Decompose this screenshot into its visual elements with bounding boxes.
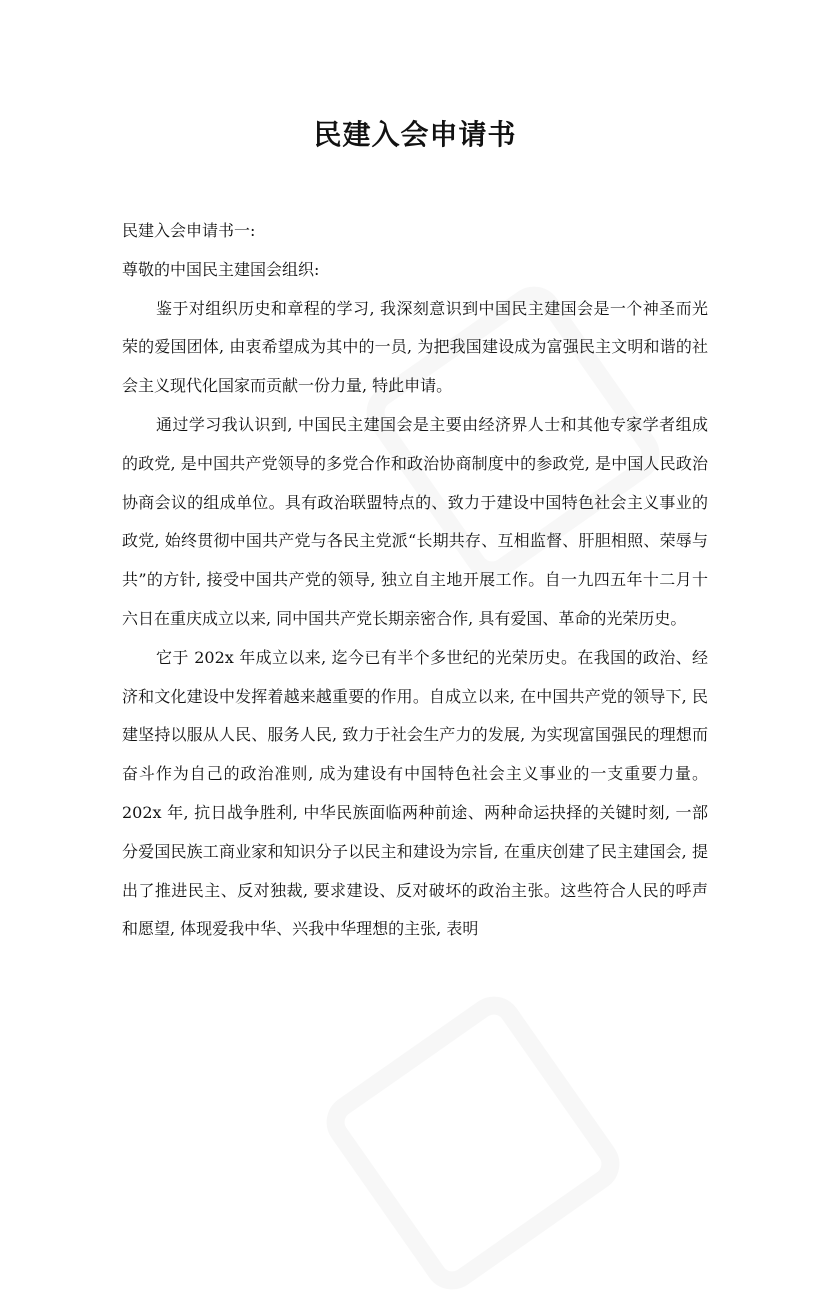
watermark-logo: [316, 986, 631, 1300]
body-paragraph: 它于 202x 年成立以来, 迄今已有半个多世纪的光荣历史。在我国的政治、经济和文化建设中发挥着越来越重要的作用。自成立以来, 在中国共产党的领导下, 民建坚持以服从人民、服务人民, 致力于社会生产力的发展, 为实现富国强民的理想而奋斗作为自己的政治准则, 成为建设有中国特色社会主义事业的一支重要力量。202x 年, 抗日战争胜利, 中华民族面临两种前途、两种命运抉择的关键时刻, 一部分爱国民族工商业家和知识分子以民主和建设为宗旨, 在重庆创建了民主建国会, 提出了推进民主、反对独裁, 要求建设、反对破坏的政治主张。这些符合人民的呼声和愿望, 体现爱我中华、兴我中华理想的主张, 表明: [122, 647, 708, 939]
document-title: 民建入会申请书: [313, 118, 517, 151]
letter-salutation: 尊敬的中国民主建国会组织:: [122, 259, 320, 279]
letter-heading: 民建入会申请书一:: [122, 221, 256, 240]
document-body: [122, 212, 708, 949]
body-paragraph: 通过学习我认识到, 中国民主建国会是主要由经济界人士和其他专家学者组成的政党, 是中国共产党领导的多党合作和政治协商制度中的参政党, 是中国人民政治协商会议的组成单位。具有政治联盟特点的、致力于建设中国特色社会主义事业的政党, 始终贯彻中国共产党与各民主党派“长期共存、互相监督、肝胆相照、荣辱与共”的方针, 接受中国共产党的领导, 独立自主地开展工作。自一九四五年十二月十六日在重庆成立以来, 同中国共产党长期亲密合作, 具有爱国、革命的光荣历史。: [122, 414, 708, 628]
body-paragraph: 鉴于对组织历史和章程的学习, 我深刻意识到中国民主建国会是一个神圣而光荣的爱国团体, 由衷希望成为其中的一员, 为把我国建设成为富强民主文明和谐的社会主义现代化国家而贡献一份力量, 特此申请。: [122, 298, 708, 396]
